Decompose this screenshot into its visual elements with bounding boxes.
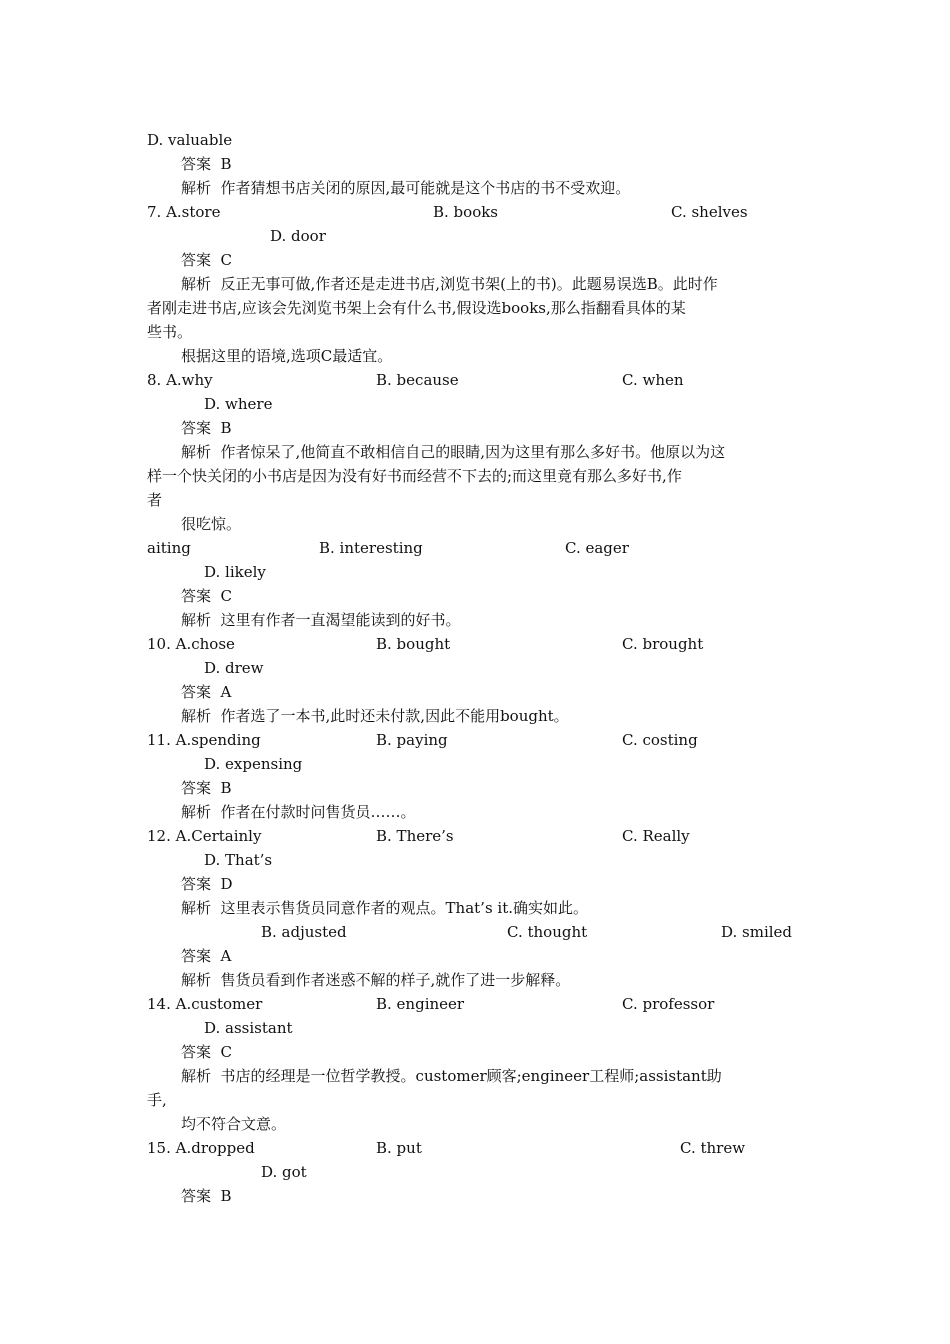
question-option: D. got (261, 1163, 307, 1181)
answer-line: 答案 C (181, 1043, 233, 1061)
question-option: B. paying (376, 731, 448, 749)
answer-line: 答案 B (181, 419, 232, 437)
question-option: B. engineer (376, 995, 465, 1013)
explanation-line: 些书。 (147, 323, 193, 341)
question-option: D. expensing (204, 755, 303, 773)
explanation-line: 解析 这里表示售货员同意作者的观点。That’s it.确实如此。 (181, 899, 589, 917)
answer-line: 答案 A (181, 683, 232, 701)
explanation-line: 均不符合文意。 (181, 1115, 287, 1133)
question-option: 15. A.dropped (147, 1139, 255, 1157)
question-option: C. threw (680, 1139, 746, 1157)
question-option: 8. A.why (147, 371, 213, 389)
question-option: C. shelves (671, 203, 748, 221)
question-option: 7. A.store (147, 203, 221, 221)
question-option: C. brought (622, 635, 704, 653)
question-option: 12. A.Certainly (147, 827, 262, 845)
answer-line: 答案 B (181, 155, 232, 173)
question-option: D. That’s (204, 851, 273, 869)
answer-line: 答案 A (181, 947, 232, 965)
question-option: aiting (147, 539, 191, 557)
question-option: C. when (622, 371, 684, 389)
question-option: 10. A.chose (147, 635, 235, 653)
question-option: D. drew (204, 659, 264, 677)
explanation-line: 解析 作者惊呆了,他简直不敢相信自己的眼睛,因为这里有那么多好书。他原以为这 (181, 443, 726, 461)
explanation-line: 手, (147, 1091, 167, 1109)
answer-line: 答案 C (181, 251, 233, 269)
explanation-line: 解析 书店的经理是一位哲学教授。customer顾客;engineer工程师;assistant助 (181, 1067, 722, 1085)
question-option: C. Really (622, 827, 690, 845)
question-option: C. thought (507, 923, 588, 941)
question-option: B. put (376, 1139, 422, 1157)
answer-line: 答案 B (181, 779, 232, 797)
explanation-line: 解析 反正无事可做,作者还是走进书店,浏览书架(上的书)。此题易误选B。此时作 (181, 275, 718, 293)
question-option: C. professor (622, 995, 715, 1013)
question-option: B. interesting (319, 539, 423, 557)
explanation-line: 根据这里的语境,选项C最适宜。 (181, 347, 393, 365)
question-option: C. eager (565, 539, 629, 557)
question-option: B. bought (376, 635, 451, 653)
explanation-line: 解析 作者在付款时问售货员……。 (181, 803, 416, 821)
question-option: D. door (270, 227, 326, 245)
explanation-line: 解析 作者选了一本书,此时还未付款,因此不能用bought。 (181, 707, 569, 725)
question-option: 11. A.spending (147, 731, 261, 749)
answer-line: 答案 B (181, 1187, 232, 1205)
explanation-line: 样一个快关闭的小书店是因为没有好书而经营不下去的;而这里竟有那么多好书,作 (147, 467, 682, 485)
explanation-line: 者 (147, 491, 163, 509)
question-option: D. likely (204, 563, 266, 581)
answer-line: 答案 C (181, 587, 233, 605)
question-option: D. smiled (721, 923, 793, 941)
question-option: B. books (433, 203, 499, 221)
question-option: B. because (376, 371, 459, 389)
question-option: C. costing (622, 731, 698, 749)
explanation-line: 解析 作者猜想书店关闭的原因,最可能就是这个书店的书不受欢迎。 (181, 179, 631, 197)
explanation-line: 很吃惊。 (181, 515, 242, 533)
question-option: D. where (204, 395, 273, 413)
question-option: B. adjusted (261, 923, 347, 941)
question-option: D. assistant (204, 1019, 293, 1037)
question-option: 14. A.customer (147, 995, 263, 1013)
text-line: D. valuable (147, 131, 233, 149)
explanation-line: 解析 售货员看到作者迷惑不解的样子,就作了进一步解释。 (181, 971, 571, 989)
question-option: B. There’s (376, 827, 454, 845)
explanation-line: 者刚走进书店,应该会先浏览书架上会有什么书,假设选books,那么指翻看具体的某 (147, 299, 686, 317)
answer-line: 答案 D (181, 875, 233, 893)
explanation-line: 解析 这里有作者一直渴望能读到的好书。 (181, 611, 461, 629)
